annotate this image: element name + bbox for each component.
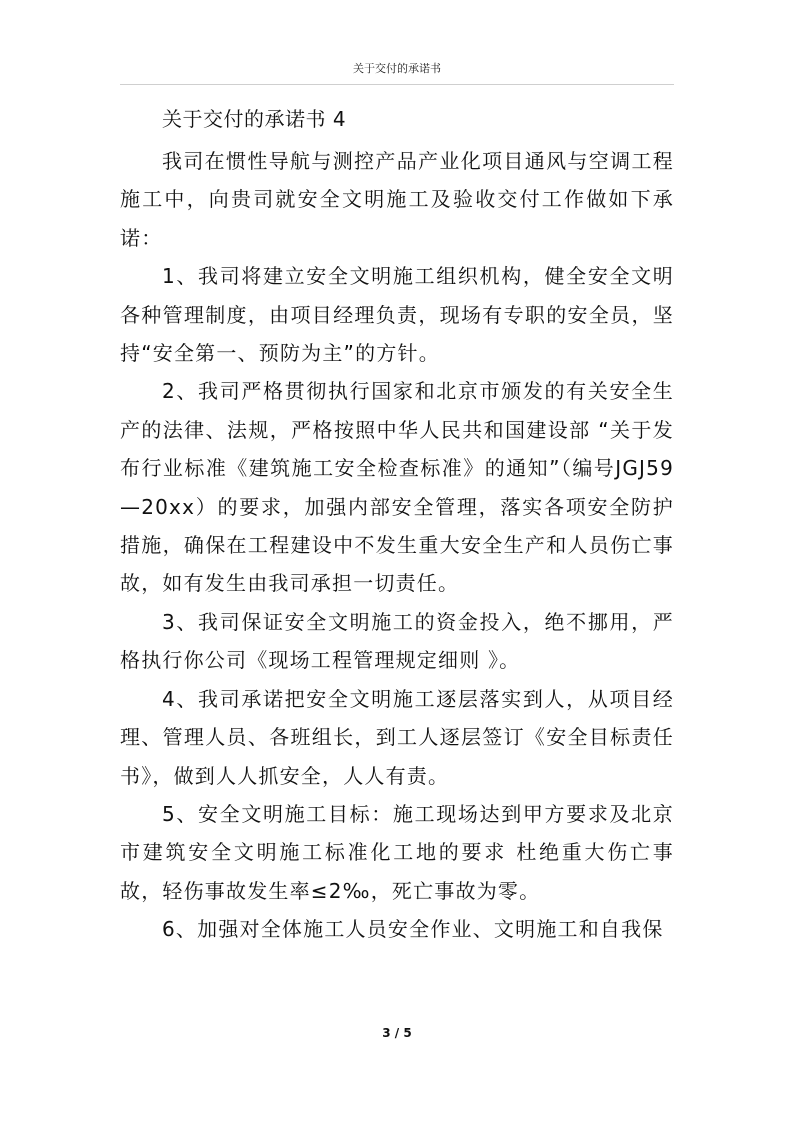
header-divider [120,84,674,85]
paragraph-intro: 我司在惯性导航与测控产品产业化项目通风与空调工程施工中，向贵司就安全文明施工及验收交付工作做如下承诺： [120,149,674,250]
paragraph-item-2: 2、我司严格贯彻执行国家和北京市颁发的有关安全生产的法律、法规，严格按照中华人民共和国建设部 “关于发布行业标准《建筑施工安全检查标准》的通知”（编号JGJ59—20xx）的要求，加强内部安全管理，落实各项安全防护措施，确保在工程建设中不发生重大安全生产和人员伤亡事故，如有发生由我司承担一切责任。 [120,379,674,596]
page-number: 3 / 5 [382,1026,412,1040]
paragraph-item-4: 4、我司承诺把安全文明施工逐层落实到人，从项目经理、管理人员、各班组长，到工人逐层签订《安全目标责任书》，做到人人抓安全，人人有责。 [120,686,674,788]
document-title: 关于交付的承诺书 4 [162,107,347,131]
paragraph-item-1: 1、我司将建立安全文明施工组织机构，健全安全文明各种管理制度，由项目经理负责，现场有专职的安全员，坚持“安全第一、预防为主”的方针。 [120,264,674,366]
document-body [120,98,674,949]
paragraph-item-3: 3、我司保证安全文明施工的资金投入，绝不挪用，严格执行你公司《现场工程管理规定细则 》。 [120,609,674,673]
running-header: 关于交付的承诺书 [353,62,441,75]
paragraph-item-6: 6、加强对全体施工人员安全作业、文明施工和自我保 [162,917,664,942]
paragraph-item-5: 5、安全文明施工目标：施工现场达到甲方要求及北京市建筑安全文明施工标准化工地的要求 杜绝重大伤亡事故，轻伤事故发生率≤2‰，死亡事故为零。 [120,801,674,903]
